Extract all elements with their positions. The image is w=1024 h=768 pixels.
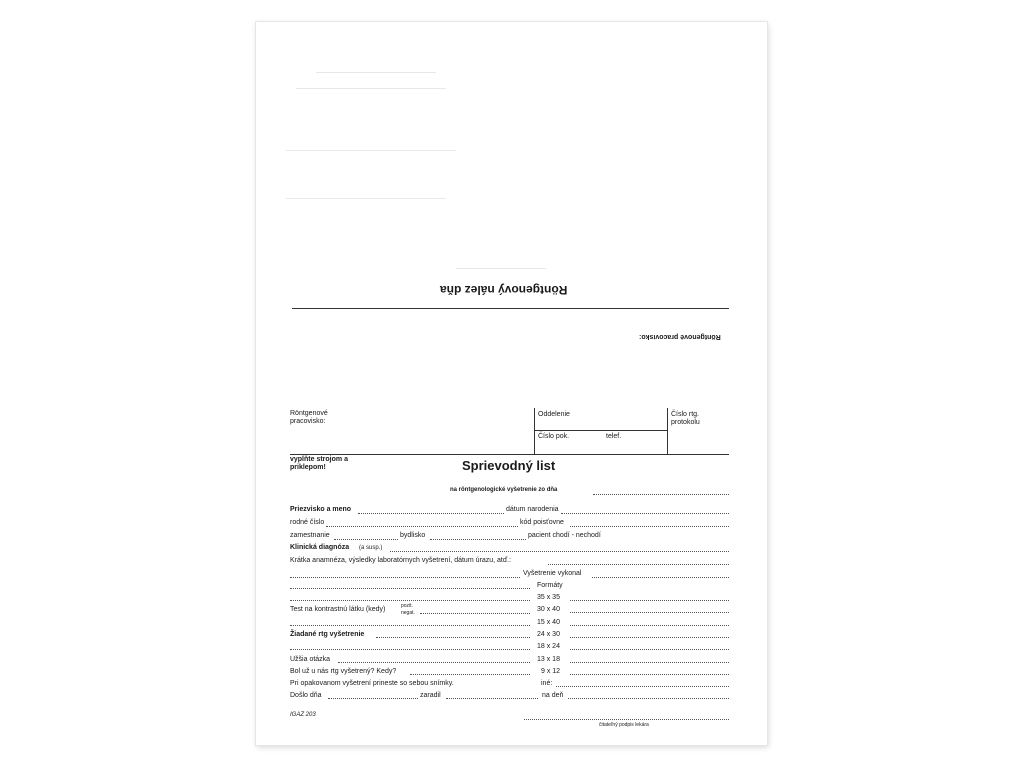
employment-label: zamestnanie [290,532,330,539]
narrow-question-field[interactable] [338,662,530,663]
signature-label: čitateľný podpis lekára [599,722,649,728]
birth-date-label: dátum narodenia [506,506,559,513]
anamnesis-field[interactable] [548,564,729,565]
department-label: Oddelenie [538,411,570,418]
format-quantity-line[interactable] [570,625,729,626]
repeat-note: Pri opakovanom vyšetrení prineste so sebou snímky. [290,680,454,687]
format-other-label: iné: [541,680,553,687]
fill-instruction: vyplňte strojom a priklepom! [290,456,348,471]
format-quantity-line[interactable] [570,637,729,638]
previous-exam-label: Bol už u nás rtg vyšetrený? Kedy? [290,668,397,675]
format-item: 13 x 18 [537,656,560,663]
arrived-label: Došlo dňa [290,692,322,699]
patient-status-label: pacient chodí - nechodí [528,532,601,539]
format-item: 18 x 24 [537,643,560,650]
birth-date-field[interactable] [561,513,729,514]
format-quantity-line[interactable] [570,662,729,663]
for-day-field[interactable] [568,698,729,699]
format-other-line[interactable] [556,686,729,687]
signature-line[interactable] [524,719,729,720]
upside-down-workplace-label: Röntgenové pracovisko: [639,333,721,340]
form-title: Sprievodný list [462,458,556,473]
phone-label: telef. [606,433,622,440]
form-sheet [256,22,767,745]
employment-field[interactable] [334,539,398,540]
residence-field[interactable] [430,539,526,540]
workplace-label: Röntgenové pracovisko: [290,410,328,425]
anamnesis-label: Krátka anamnéza, výsledky laboratórnych vyšetrení, dátum úrazu, atď.: [290,557,512,564]
contrast-pos-label: pozit. [401,603,413,609]
exam-done-field[interactable] [592,577,729,578]
residence-label: bydlisko [400,532,426,539]
ghost-line [296,88,446,89]
anamnesis-field-3[interactable] [290,588,530,589]
insurance-code-field[interactable] [570,526,729,527]
format-quantity-line[interactable] [570,612,729,613]
divider [292,308,729,309]
birth-number-field[interactable] [326,526,518,527]
formats-label: Formáty [537,582,563,589]
clinical-diagnosis-note: (a susp.) [359,545,383,551]
birth-number-label: rodné číslo [290,519,325,526]
requested-exam-field-2[interactable] [290,649,530,650]
clinical-diagnosis-label: Klinická diagnóza [290,544,350,551]
format-item: 30 x 40 [537,606,560,613]
assigned-field[interactable] [446,698,538,699]
contrast-test-field-2[interactable] [290,625,530,626]
ghost-line [456,268,546,269]
divider [667,408,668,454]
date-line[interactable] [593,494,729,495]
requested-exam-label: Žiadané rtg vyšetrenie [290,631,365,638]
requested-exam-field[interactable] [376,637,530,638]
ghost-line [286,150,456,151]
format-quantity-line[interactable] [570,649,729,650]
divider [534,408,535,454]
ghost-line [316,72,436,73]
form-code: IGAZ 203 [290,712,316,718]
divider [290,454,729,455]
anamnesis-field-2[interactable] [290,577,520,578]
divider [534,430,667,431]
insurance-code-label: kód poisťovne [520,519,564,526]
form-subtitle: na röntgenologické vyšetrenie zo dňa [450,487,558,493]
assigned-label: zaradil [420,692,441,699]
rtg-protocol-label: Číslo rtg. protokolu [671,411,700,426]
exam-done-label: Vyšetrenie vykonal [523,570,582,577]
format-item: 15 x 40 [537,619,560,626]
format-item: 24 x 30 [537,631,560,638]
contrast-test-field[interactable] [420,613,530,614]
narrow-question-label: Užšia otázka [290,656,331,663]
format-item: 9 x 12 [541,668,561,675]
format-quantity-line[interactable] [570,600,729,601]
previous-exam-field[interactable] [410,674,530,675]
upside-down-title: Röntgenový nález dňa [440,283,568,297]
pok-number-label: Číslo pok. [538,433,570,440]
contrast-test-label: Test na kontrastnú látku (kedy) [290,606,386,613]
arrived-field[interactable] [328,698,418,699]
for-day-label: na deň [542,692,564,699]
anamnesis-field-4[interactable] [290,600,530,601]
name-field[interactable] [358,513,504,514]
format-quantity-line[interactable] [570,674,729,675]
contrast-neg-label: negat. [401,610,415,616]
clinical-diagnosis-field[interactable] [390,551,729,552]
ghost-line [286,198,446,199]
format-item: 35 x 35 [537,594,560,601]
name-label: Priezvisko a meno [290,506,352,513]
